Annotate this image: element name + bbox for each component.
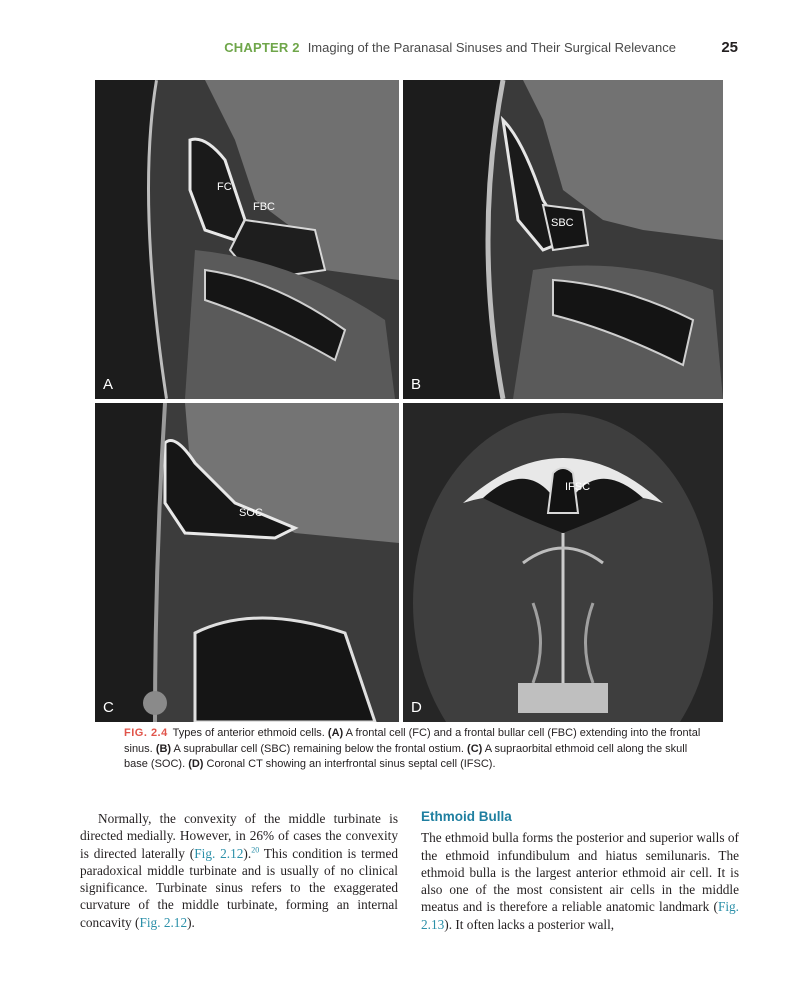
chapter-title: Imaging of the Paranasal Sinuses and Their Surgical Relevance	[307, 40, 676, 55]
panel-letter-c: C	[103, 699, 114, 716]
body-text: ).	[243, 845, 252, 861]
figure-ref-link[interactable]: Fig. 2.12	[194, 845, 244, 861]
cell-label-soc: SOC	[239, 507, 263, 519]
body-text: The ethmoid bulla forms the posterior and superior walls of the ethmoid infundibulum and hiatus semilunaris. The ethmoid bulla is the largest anterior ethmoid air cell. It is also one of the most consistent air cells in the middle meatus and is therefore a reliable anatomic landmark (	[421, 830, 739, 915]
right-column	[421, 808, 739, 933]
ct-image-coronal-d	[403, 403, 723, 722]
panel-letter-d: D	[411, 699, 422, 716]
caption-text-d: Coronal CT showing an interfrontal sinus septal cell (IFSC).	[206, 758, 496, 770]
body-text: This condition is termed paradoxical middle turbinate and is usually of no clinical significance. Turbinate sinus refers to the exaggerated curvature of the middle turbinate, forming an internal concavity (	[80, 845, 398, 930]
page-number: 25	[721, 39, 738, 56]
figure-panel-b	[403, 80, 723, 399]
citation-ref[interactable]: 20	[251, 845, 260, 855]
chapter-heading	[224, 40, 676, 55]
panel-letter-b: B	[411, 376, 422, 393]
body-text: ). It often lacks a posterior wall,	[444, 916, 615, 932]
ct-image-sagittal-c	[95, 403, 399, 722]
caption-intro: Types of anterior ethmoid cells.	[172, 727, 325, 739]
cell-label-fbc: FBC	[253, 201, 275, 213]
left-column	[80, 810, 398, 931]
running-header	[0, 40, 800, 60]
figure-ref-link[interactable]: Fig. 2.12	[139, 914, 188, 930]
figure-caption	[124, 726, 714, 773]
cell-label-ifsc: IFSC	[565, 481, 591, 493]
ct-image-sagittal-a	[95, 80, 399, 399]
caption-tag-a: (A)	[327, 727, 344, 739]
cell-label-sbc: SBC	[551, 217, 574, 229]
chapter-label: CHAPTER 2	[224, 40, 300, 55]
figure-panel-a	[95, 80, 399, 399]
caption-tag-b: (B)	[155, 742, 172, 755]
body-paragraph	[80, 810, 398, 931]
figure-panel-c	[95, 403, 399, 722]
body-paragraph	[421, 829, 739, 933]
caption-text-c: A supraorbital ethmoid cell along the skull base (SOC).	[124, 742, 688, 770]
ct-image-sagittal-b	[403, 80, 723, 399]
figure-label: FIG. 2.4	[124, 727, 168, 739]
caption-text-b: A suprabullar cell (SBC) remaining below the frontal ostium.	[173, 742, 464, 755]
caption-tag-d: (D)	[188, 758, 204, 770]
figure-ref-link[interactable]: Fig. 2.13	[421, 899, 739, 932]
caption-tag-c: (C)	[467, 742, 483, 755]
cell-label-fc: FC	[217, 181, 232, 193]
figure-panel-d	[403, 403, 723, 722]
section-heading: Ethmoid Bulla	[421, 809, 512, 824]
body-text: ).	[187, 914, 195, 930]
panel-letter-a: A	[103, 376, 114, 393]
caption-text-a: A frontal cell (FC) and a frontal bullar cell (FBC) extending into the frontal sinus.	[124, 727, 701, 755]
body-text: Normally, the convexity of the middle turbinate is directed medially. However, in 26% of cases the convexity is directed laterally (	[80, 811, 398, 861]
